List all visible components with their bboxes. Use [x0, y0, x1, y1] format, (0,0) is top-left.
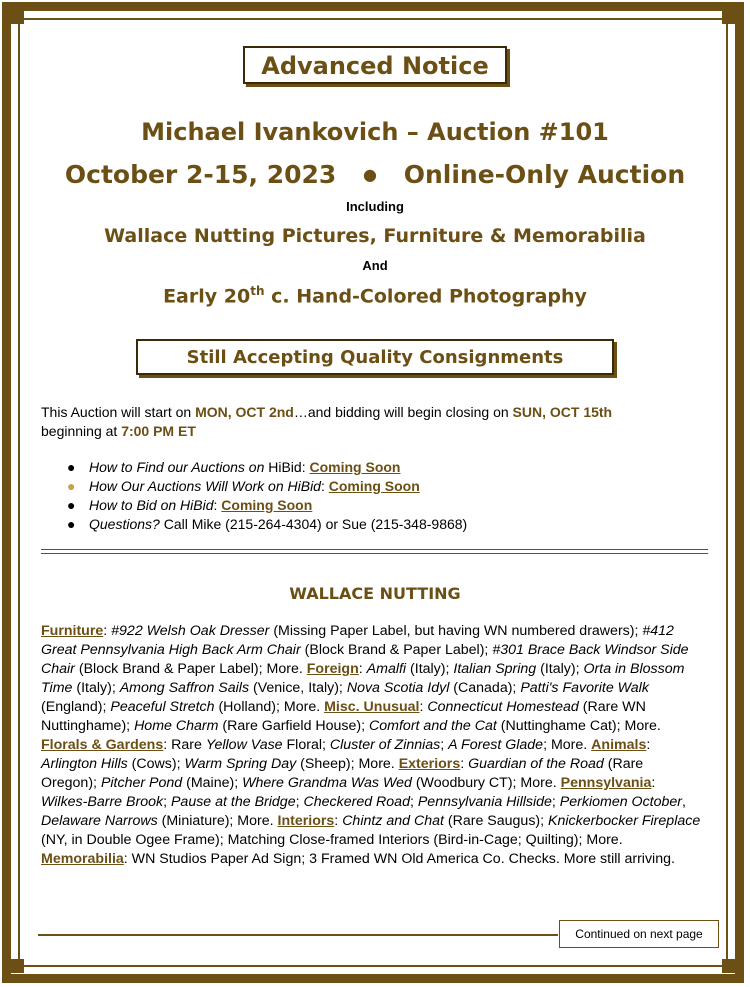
link-separator: :	[320, 478, 329, 494]
item-title: Warm Spring Day	[184, 756, 297, 772]
item-detail: (Block Brand & Paper Label); More.	[74, 661, 307, 677]
item-title: Arlington Hills	[41, 756, 128, 772]
item-detail: Floral;	[282, 737, 330, 753]
item-detail: ;	[295, 794, 304, 810]
item-detail: : WN Studios Paper Ad Sign; 3 Framed WN Old America Co. Checks. More still arriving.	[123, 851, 675, 867]
link-separator: :	[301, 459, 310, 475]
category-foreign[interactable]: Foreign	[306, 661, 359, 677]
bullet-icon: ●	[67, 459, 76, 475]
item-title: Chintz and Chat	[342, 813, 444, 829]
subtitle-wallace: Wallace Nutting Pictures, Furniture & Memorabilia	[104, 225, 646, 247]
item-detail: (Miniature); More.	[157, 813, 278, 829]
category-misc-unusual[interactable]: Misc. Unusual	[324, 699, 420, 715]
item-title: Guardian of the Road	[468, 756, 604, 772]
link-prompt: Questions?	[89, 516, 160, 532]
item-detail: ; More.	[543, 737, 592, 753]
item-detail: (Block Brand & Paper Label);	[300, 642, 493, 658]
list-item	[41, 477, 467, 496]
info-links-list	[41, 458, 467, 534]
item-detail: (Missing Paper Label, but having WN numbered drawers);	[269, 623, 643, 639]
coming-soon-link[interactable]: Coming Soon	[309, 459, 401, 475]
item-title: Yellow Vase	[205, 737, 283, 753]
category-memorabilia[interactable]: Memorabilia	[41, 851, 124, 867]
item-title: Home Charm	[134, 718, 219, 734]
link-prompt: How to Bid on HiBid	[89, 497, 214, 513]
item-title: Where Grandma Was Wed	[242, 775, 412, 791]
subtitle-photography	[0, 284, 750, 307]
auction-type: Online-Only Auction	[403, 160, 686, 189]
item-detail: (Rare Garfield House);	[218, 718, 370, 734]
item-detail: (Holland); More.	[214, 699, 325, 715]
item-title: Amalfi	[366, 661, 407, 677]
schedule-text-3: beginning at	[41, 423, 122, 439]
auction-title: Michael Ivankovich – Auction #101	[141, 118, 609, 146]
item-detail: ;	[551, 794, 560, 810]
bullet-icon: ●	[67, 497, 76, 513]
item-title: Perkiomen October	[559, 794, 683, 810]
category-animals[interactable]: Animals	[591, 737, 647, 753]
category-florals-gardens[interactable]: Florals & Gardens	[41, 737, 164, 753]
category-exteriors[interactable]: Exteriors	[398, 756, 461, 772]
item-title: Comfort and the Cat	[369, 718, 497, 734]
bullet-icon: ●	[67, 516, 76, 532]
item-title: Nova Scotia Idyl	[346, 680, 450, 696]
list-item	[41, 496, 467, 515]
item-detail: (Sheep); More.	[296, 756, 399, 772]
wallace-nutting-listing: Furniture: #922 Welsh Oak Dresser (Missing Paper Label, but having WN numbered drawers); #412 Great Pennsylvania High Back Arm Chair (Block Brand & Paper Label); #301 Brace Back Windsor Side Chair (Block Brand & Paper Label); More. Foreign: Amalfi (Italy); Italian Spring (Italy); Orta in Blossom Time (Italy); Among Saffron Sails (Venice, Italy); Nova Scotia Idyl (Canada); Patti's Favorite Walk (England); Peaceful Stretch (Holland); More. Misc. Unusual: Connecticut Homestead (Rare WN Nuttinghame); Home Charm (Rare Garfield House); Comfort and the Cat (Nuttinghame Cat); More. Florals & Gardens: Rare Yellow Vase Floral; Cluster of Zinnias; A Forest Glade; More. Animals: Arlington Hills (Cows); Warm Spring Day (Sheep); More. Exteriors: Guardian of the Road (Rare Oregon); Pitcher Pond (Maine); Where Grandma Was Wed (Woodbury CT); More. Pennsylvania: Wilkes-Barre Brook; Pause at the Bridge; Checkered Road; Pennsylvania Hillside; Perkiomen October, Delaware Narrows (Miniature); More. Interiors: Chintz and Chat (Rare Saugus); Knickerbocker Fireplace (NY, in Double Ogee Frame); Matching Close-framed Interiors (Bird-in-Cage; Quilting); More. Memorabilia: WN Studios Paper Ad Sign; 3 Framed WN Old America Co. Checks. More still arriving.	[41, 623, 701, 867]
coming-soon-link[interactable]: Coming Soon	[328, 478, 420, 494]
category-pennsylvania[interactable]: Pennsylvania	[560, 775, 652, 791]
item-title: Wilkes-Barre Brook	[41, 794, 164, 810]
item-detail: (Italy);	[406, 661, 454, 677]
coming-soon-link[interactable]: Coming Soon	[221, 497, 313, 513]
list-item	[41, 515, 467, 534]
item-detail: (Cows);	[127, 756, 185, 772]
contact-info: Call Mike (215-264-4304) or Sue (215-348-9868)	[159, 516, 468, 532]
advanced-notice-box: Advanced Notice	[243, 46, 507, 84]
item-title: Connecticut Homestead	[427, 699, 579, 715]
item-detail: Rare	[167, 737, 206, 753]
superscript-th: th	[250, 284, 265, 298]
item-title: Italian Spring	[453, 661, 537, 677]
item-title: Delaware Narrows	[41, 813, 158, 829]
link-prompt: How Our Auctions Will Work on HiBid	[89, 478, 321, 494]
subtitle-photography-pre: Early 20	[163, 285, 251, 308]
start-date: MON, OCT 2nd	[195, 404, 294, 420]
item-detail: (Venice, Italy);	[249, 680, 347, 696]
item-title: Peaceful Stretch	[110, 699, 215, 715]
item-detail: ;	[409, 794, 418, 810]
item-detail: (Canada);	[449, 680, 521, 696]
item-detail: ;	[163, 794, 171, 810]
auction-schedule	[41, 403, 721, 441]
item-detail: (England);	[41, 699, 111, 715]
link-prompt: How to Find our Auctions on	[89, 459, 269, 475]
item-detail: (Maine);	[182, 775, 243, 791]
corner-ornament-br	[722, 959, 736, 973]
bullet-icon: ●	[67, 478, 76, 494]
corner-ornament-bl	[10, 959, 24, 973]
item-detail: (Rare Oregon);	[41, 756, 644, 791]
auction-dates: October 2-15, 2023	[64, 160, 337, 189]
item-title: Patti's Favorite Walk	[520, 680, 649, 696]
item-title: Among Saffron Sails	[119, 680, 250, 696]
item-title: Checkered Road	[303, 794, 410, 810]
item-title: #922 Welsh Oak Dresser	[111, 623, 270, 639]
corner-ornament-tl	[10, 10, 24, 24]
item-detail: (Nuttinghame Cat); More.	[496, 718, 661, 734]
and-label: And	[362, 258, 388, 273]
divider	[41, 553, 708, 554]
item-title: Knickerbocker Fireplace	[548, 813, 701, 829]
item-title: Pitcher Pond	[100, 775, 183, 791]
auction-dates-line	[0, 160, 750, 189]
schedule-text-2: …and bidding will begin closing on	[293, 404, 513, 420]
item-detail: (Italy);	[536, 661, 584, 677]
divider	[41, 549, 708, 550]
item-detail: (Italy);	[72, 680, 120, 696]
footer-rule	[38, 934, 558, 936]
item-detail: (Rare WN Nuttinghame);	[41, 699, 646, 734]
link-plain: HiBid	[268, 459, 302, 475]
category-furniture[interactable]: Furniture	[41, 623, 104, 639]
link-separator: :	[213, 497, 222, 513]
item-title: #412 Great Pennsylvania High Back Arm Chair	[41, 623, 674, 658]
item-detail: (NY, in Double Ogee Frame); Matching Close-framed Interiors (Bird-in-Cage; Quilting); More.	[41, 832, 623, 848]
item-title: Pennsylvania Hillside	[417, 794, 552, 810]
closing-time: 7:00 PM ET	[121, 423, 196, 439]
item-title: Cluster of Zinnias	[329, 737, 441, 753]
item-detail: ,	[682, 794, 686, 810]
consignments-box: Still Accepting Quality Consignments	[136, 339, 614, 375]
item-title: #301 Brace Back Windsor Side Chair	[41, 642, 689, 677]
section-title: WALLACE NUTTING	[289, 584, 461, 603]
item-detail: (Woodbury CT); More.	[411, 775, 561, 791]
item-detail: ;	[440, 737, 449, 753]
continued-label: Continued on next page	[559, 920, 719, 948]
schedule-text-1: This Auction will start on	[41, 404, 196, 420]
list-item	[41, 458, 467, 477]
item-title: Pause at the Bridge	[170, 794, 296, 810]
item-detail: (Rare Saugus);	[443, 813, 549, 829]
item-title: Orta in Blossom Time	[41, 661, 685, 696]
item-title: A Forest Glade	[448, 737, 544, 753]
corner-ornament-tr	[722, 10, 736, 24]
end-date: SUN, OCT 15th	[512, 404, 613, 420]
including-label: Including	[346, 199, 404, 214]
subtitle-photography-post: c. Hand-Colored Photography	[264, 285, 587, 308]
category-interiors[interactable]: Interiors	[277, 813, 335, 829]
bullet-separator: ●	[363, 165, 377, 184]
